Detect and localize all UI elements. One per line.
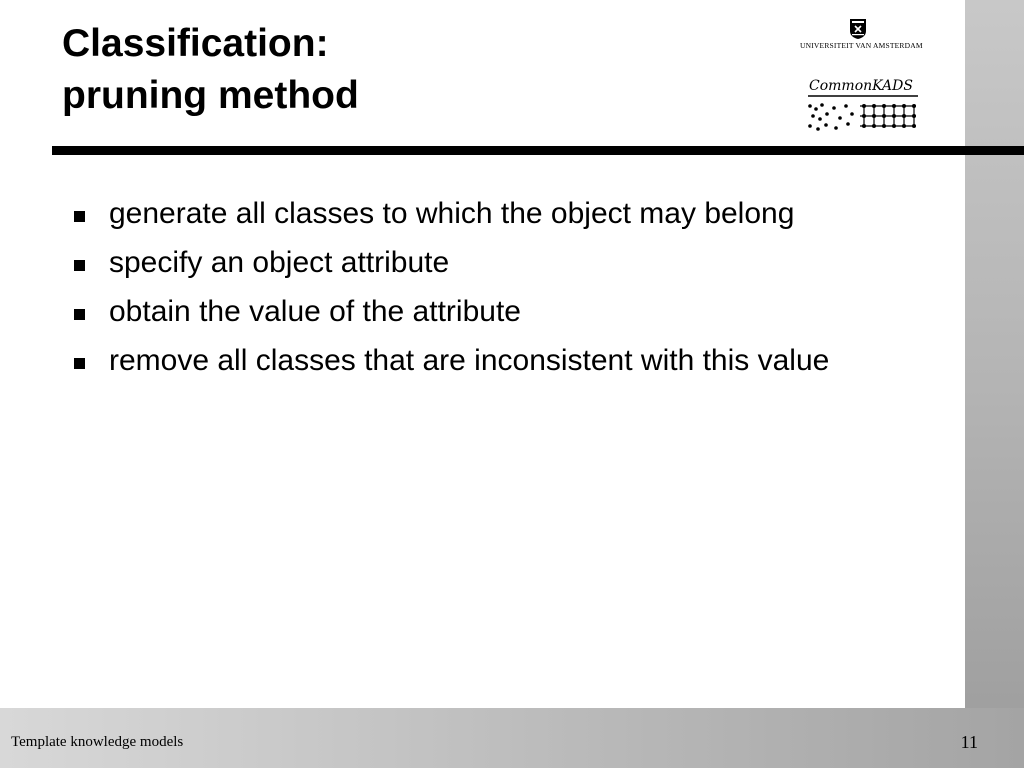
slide-title	[62, 18, 359, 122]
university-crest-icon	[849, 18, 867, 40]
commonkads-network-icon	[806, 94, 920, 134]
square-bullet-icon	[74, 309, 85, 320]
square-bullet-icon	[74, 358, 85, 369]
university-logo	[800, 18, 923, 54]
commonkads-logo	[806, 78, 920, 134]
square-bullet-icon	[74, 260, 85, 271]
commonkads-wordmark: CommonKADS	[809, 78, 913, 94]
bullet-text: remove all classes that are inconsistent with this value	[109, 344, 830, 377]
bullet-text: obtain the value of the attribute	[109, 295, 521, 328]
slide-title-line-2: pruning method	[62, 74, 359, 117]
page-number: 11	[960, 732, 978, 752]
bullet-item	[72, 194, 872, 234]
bullet-text: generate all classes to which the object may belong	[109, 197, 795, 230]
footer-title: Template knowledge models	[11, 734, 184, 750]
bullet-item	[72, 243, 872, 283]
bullet-list	[72, 194, 872, 390]
university-name: UNIVERSITEIT VAN AMSTERDAM	[800, 41, 923, 50]
title-divider	[52, 146, 1024, 155]
slide-frame-right	[965, 0, 1024, 768]
bullet-text: specify an object attribute	[109, 246, 450, 279]
bullet-item	[72, 292, 872, 332]
bullet-item	[72, 341, 872, 381]
slide-title-line-1: Classification:	[62, 22, 329, 65]
square-bullet-icon	[74, 211, 85, 222]
